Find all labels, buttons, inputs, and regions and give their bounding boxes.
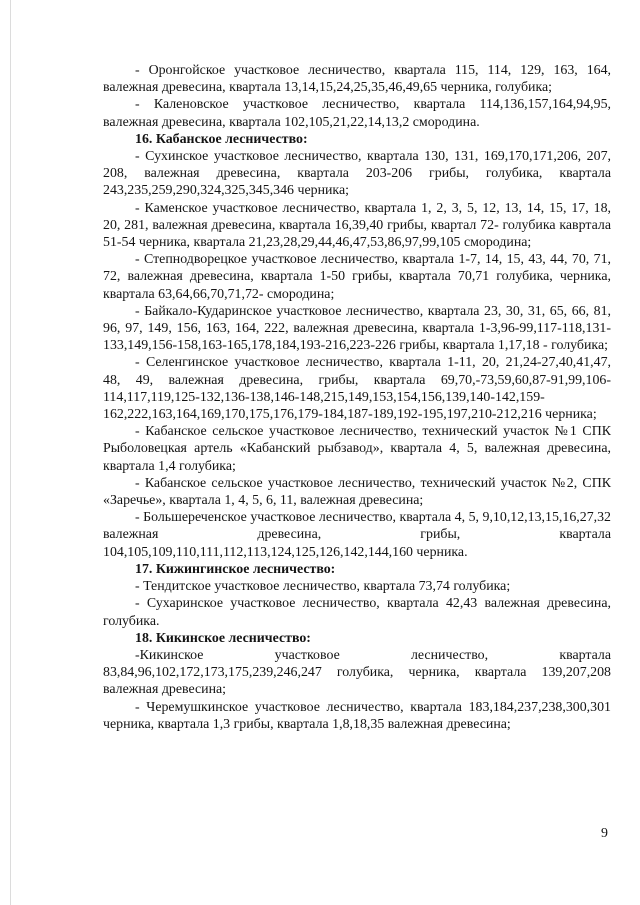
paragraph-kabanskoe-site-1: - Кабанское сельское участковое лесничество, технический участок №1 СПК Рыболовецкая артель «Кабанский рыбзавод», квартала 4, 5, валежная древесина, квартала 1,4 голубика; [103, 424, 611, 474]
paragraph-stepnodvoretskoe: - Степнодворецкое участковое лесничество, квартала 1-7, 14, 15, 43, 44, 70, 71, 72, валежная древесина, квартала 1-50 грибы, квартала 70,71 голубика, черника, квартала 63,64,66,70,71,72- смородина; [103, 252, 611, 302]
scan-margin-line [10, 0, 11, 905]
paragraph-bolsherechenskoe: - Большереченское участковое лесничество, квартала 4, 5, 9,10,12,13,15,16,27,32 валежная древесина, грибы, квартала 104,105,109,110,111,112,113,124,125,126,142,144,160 черника. [103, 510, 611, 560]
page-number: 9 [601, 826, 608, 841]
paragraph-sukharinskoe: - Сухаринское участковое лесничество, квартала 42,43 валежная древесина, голубика. [103, 596, 611, 629]
paragraph-kikinskoe: -Кикинское участковое лесничество, квартала 83,84,96,102,172,173,175,239,246,247 голубика, черника, квартала 139,207,208 валежная древесина; [103, 647, 611, 698]
paragraph-kabanskoe-site-2: - Кабанское сельское участковое лесничество, технический участок №2, СПК «Заречье», квартала 1, 4, 5, 6, 11, валежная древесина; [103, 475, 611, 509]
document-body [103, 62, 611, 733]
paragraph-cheremushkinskoe: - Черемушкинское участковое лесничество, квартала 183,184,237,238,300,301 черника, квартала 1,3 грибы, квартала 1,8,18,35 валежная древесина; [103, 699, 611, 732]
paragraph-baikalo-kudarinskoe: - Байкало-Кударинское участковое лесничество, квартала 23, 30, 31, 65, 66, 81, 96, 97, 149, 156, 163, 164, 222, валежная древесина, квартала 1-3,96-99,117-118,131-133,149,156-158,163-165,178,184,193-216,223-226 грибы, квартала 1,17,18 - голубика; [103, 303, 611, 354]
paragraph-kamenskoe: - Каменское участковое лесничество, квартала 1, 2, 3, 5, 12, 13, 14, 15, 17, 18, 20, 281, валежная древесина, квартала 16,39,40 грибы, квартал 72- голубика кавртала 51-54 черника, квартала 21,23,28,29,44,46,47,53,86,97,99,105 смородина; [103, 200, 611, 251]
section-heading-17: 17. Кижингинское лесничество: [135, 561, 336, 577]
section-heading-16: 16. Кабанское лесничество: [135, 131, 308, 147]
paragraph-tenditskoe: - Тендитское участковое лесничество, квартала 73,74 голубика; [135, 579, 511, 595]
paragraph-kalenovskoe: - Каленовское участковое лесничество, квартала 114,136,157,164,94,95, валежная древесина, квартала 102,105,21,22,14,13,2 смородина. [103, 97, 611, 130]
section-heading-18: 18. Кикинское лесничество: [135, 630, 311, 646]
paragraph-orongoy: - Оронгойское участковое лесничество, квартала 115, 114, 129, 163, 164, валежная древесина, квартала 13,14,15,24,25,35,46,49,65 черника, голубика; [103, 63, 611, 96]
paragraph-selenginskoe: - Селенгинское участковое лесничество, квартала 1-11, 20, 21,24-27,40,41,47, 48, 49, валежная древесина, грибы, квартала 69,70,-73,59,60,87-91,99,106-114,117,119,125-132,136-138,146-148,215,149,153,154,156,139,140-142,159-162,222,163,164,169,170,175,176,179-184,187-189,192-195,197,210-212,216 черника; [103, 355, 611, 423]
paragraph-sukhinskoe: - Сухинское участковое лесничество, квартала 130, 131, 169,170,171,206, 207, 208, валежная древесина, квартала 203-206 грибы, голубика, квартала 243,235,259,290,324,325,345,346 черника; [103, 149, 611, 199]
